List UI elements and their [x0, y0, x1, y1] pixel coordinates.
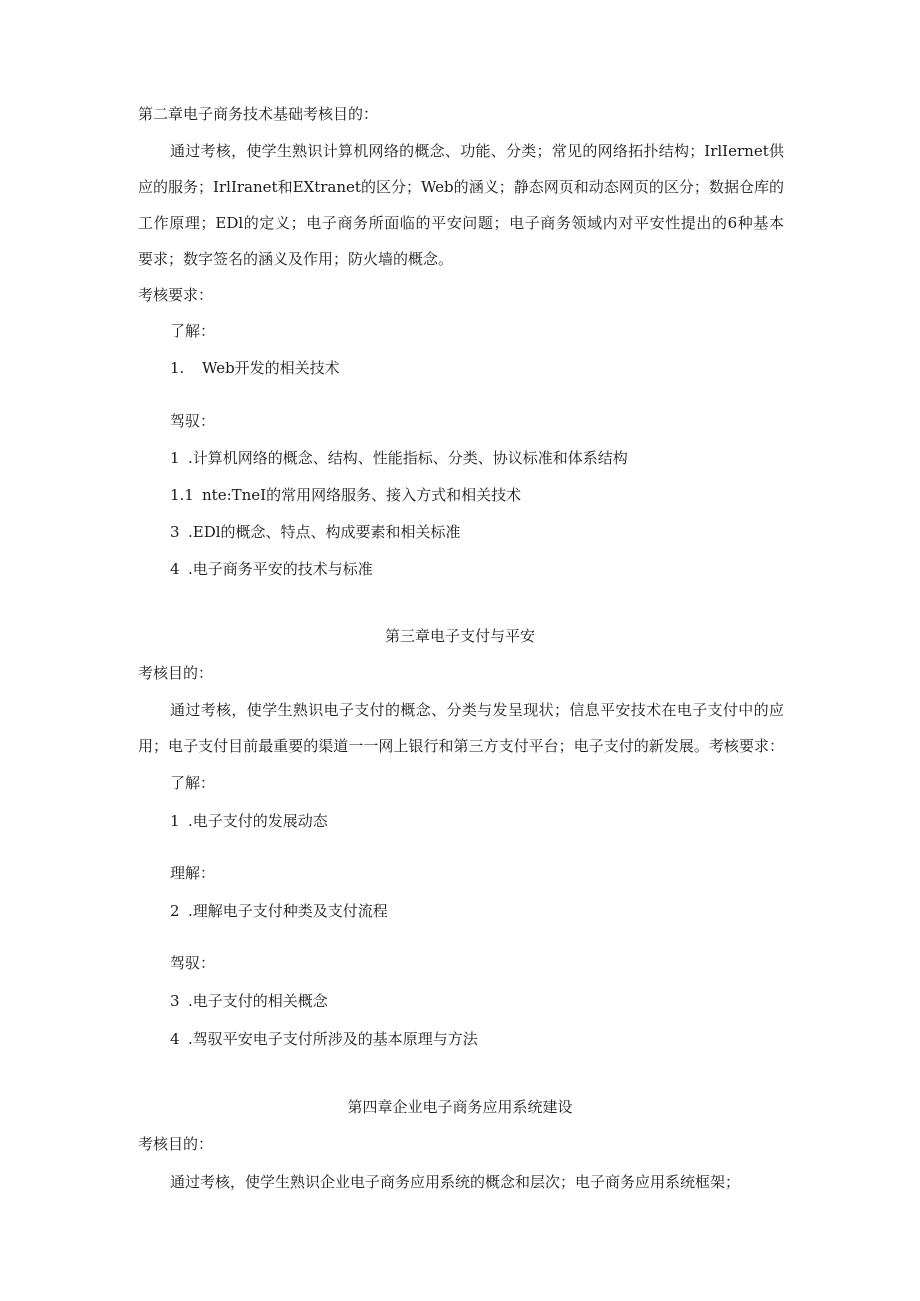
ch2-objective-line-4: 要求；数字签名的涵义及作用；防火墙的概念。: [138, 250, 454, 268]
ch2-objective-line-1: 通过考核，使学生熟识计算机网络的概念、功能、分类；常见的网络拓扑结构；IrlIernet供: [170, 142, 784, 160]
ch2-objective-line-3: 工作原理；EDl的定义；电子商务所面临的平安问题；电子商务领域内对平安性提出的6种基本: [138, 214, 784, 232]
ch2-requirements-label: 考核要求：: [138, 286, 214, 304]
ch4-objective-label: 考核目的：: [138, 1135, 214, 1153]
ch2-master-item-2: 1.1 nte:TneI的常用网络服务、接入方式和相关技术: [170, 486, 522, 504]
ch2-master-item-1: 1 .计算机网络的概念、结构、性能指标、分类、协议标准和体系结构: [170, 449, 628, 467]
chapter2-heading: 第二章电子商务技术基础考核目的：: [138, 105, 379, 123]
ch4-objective-line-1: 通过考核，使学生熟识企业电子商务应用系统的概念和层次；电子商务应用系统框架；: [170, 1173, 741, 1191]
ch3-master-item-2: 4 .驾驭平安电子支付所涉及的基本原理与方法: [170, 1030, 478, 1048]
ch3-understand-item-1: 2 .理解电子支付种类及支付流程: [170, 902, 388, 920]
ch3-objective-line-1: 通过考核，使学生熟识电子支付的概念、分类与发呈现状；信息平安技术在电子支付中的应: [170, 701, 784, 719]
ch3-understand-label: 理解：: [170, 864, 216, 882]
ch2-know-label: 了解：: [170, 322, 216, 340]
chapter3-title: 第三章电子支付与平安: [384, 627, 535, 645]
ch3-objective-label: 考核目的：: [138, 664, 214, 682]
ch2-master-label: 驾驭：: [170, 412, 216, 430]
ch2-know-item-1: 1. Web开发的相关技术: [170, 359, 340, 377]
ch3-master-item-1: 3 .电子支付的相关概念: [170, 992, 328, 1010]
ch3-objective-line-2: 用；电子支付目前最重要的渠道一一网上银行和第三方支付平台；电子支付的新发展。考核要求：: [138, 737, 784, 755]
chapter4-title: 第四章企业电子商务应用系统建设: [347, 1098, 573, 1116]
ch2-master-item-3: 3 .EDl的概念、特点、构成要素和相关标准: [170, 523, 461, 541]
ch2-objective-line-2: 应的服务；IrlIranet和EXtranet的区分；Web的涵义；静态网页和动态网页的区分；数据仓库的: [138, 178, 784, 196]
ch2-master-item-4: 4 .电子商务平安的技术与标准: [170, 560, 373, 578]
ch3-master-label: 驾驭：: [170, 954, 216, 972]
ch3-know-label: 了解：: [170, 774, 216, 792]
ch3-know-item-1: 1 .电子支付的发展动态: [170, 812, 328, 830]
